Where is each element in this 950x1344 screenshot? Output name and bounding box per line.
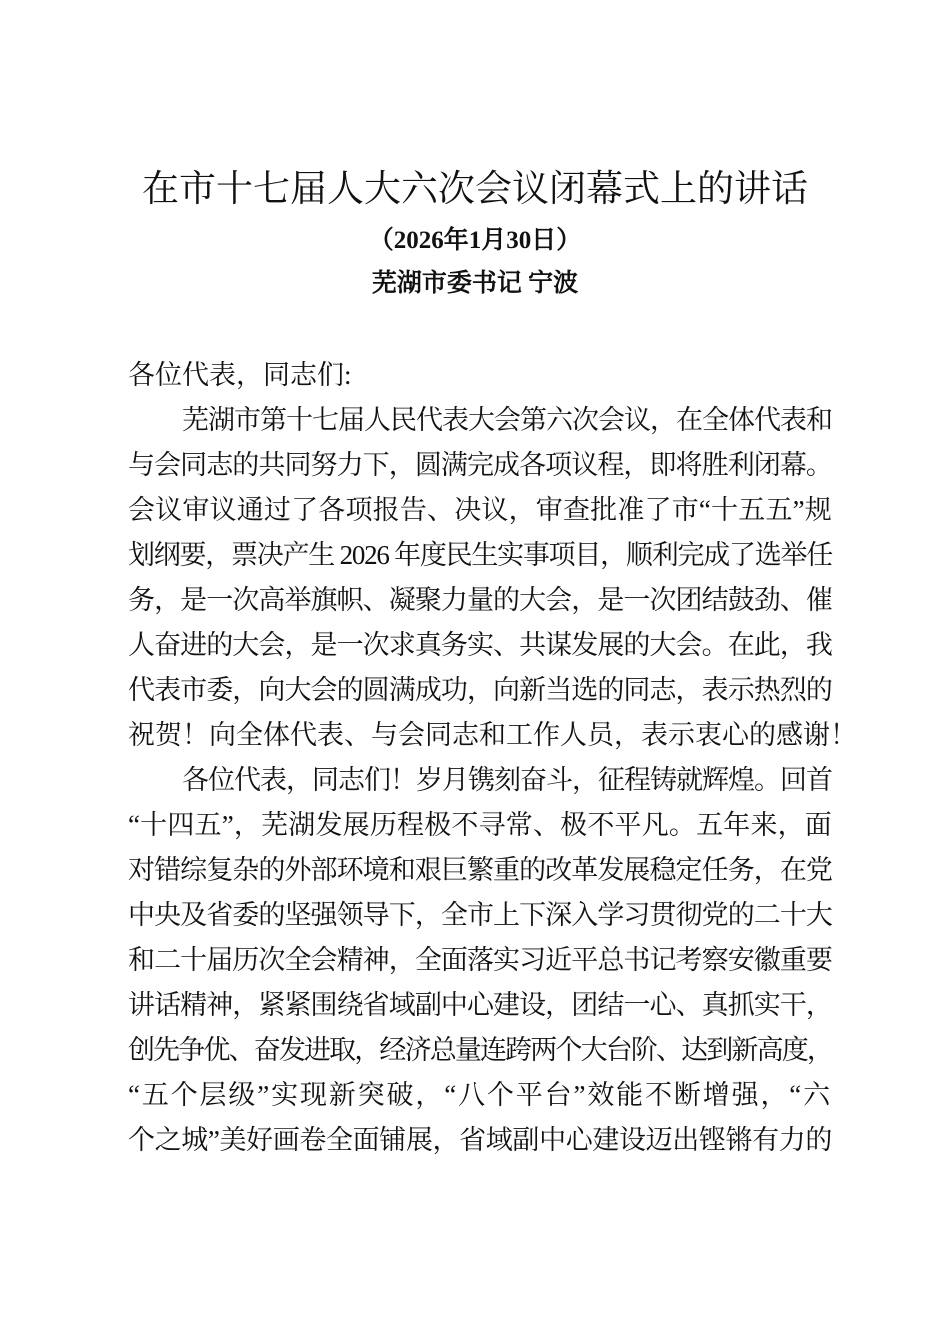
paragraph-line: 与会同志的共同努力下，圆满完成各项议程，即将胜利闭幕。 [128, 450, 832, 480]
paragraph-line: 祝贺！向全体代表、与会同志和工作人员，表示衷心的感谢！ [128, 720, 857, 750]
paragraph-line: 创先争优、奋发进取，经济总量连跨两个大台阶、达到新高度， [128, 1035, 832, 1065]
document-title: 在市十七届人大六次会议闭幕式上的讲话 [142, 169, 808, 210]
paragraph-line: 人奋进的大会，是一次求真务实、共谋发展的大会。在此，我 [128, 630, 832, 660]
paragraph-line: “五个层级”实现新突破，“八个平台”效能不断增强，“六 [128, 1080, 832, 1110]
paragraph-line: 芜湖市第十七届人民代表大会第六次会议，在全体代表和 [182, 405, 832, 435]
paragraph-line: 各位代表，同志们！岁月镌刻奋斗，征程铸就辉煌。回首 [182, 765, 832, 795]
paragraph-line: 对错综复杂的外部环境和艰巨繁重的改革发展稳定任务，在党 [128, 855, 832, 885]
paragraph-line: “十四五”，芜湖发展历程极不寻常、极不平凡。五年来，面 [128, 810, 832, 840]
speaker-byline: 芜湖市委书记 宁波 [371, 270, 579, 297]
paragraph-line: 会议审议通过了各项报告、决议，审查批准了市“十五五”规 [128, 495, 832, 525]
paragraph-line: 和二十届历次全会精神，全面落实习近平总书记考察安徽重要 [128, 945, 832, 975]
paragraph-line: 讲话精神，紧紧围绕省域副中心建设，团结一心、真抓实干， [128, 990, 832, 1020]
paragraph-line: 个之城”美好画卷全面铺展，省域副中心建设迈出铿锵有力的 [128, 1125, 832, 1155]
paragraph-line: 务，是一次高举旗帜、凝聚力量的大会，是一次团结鼓劲、催 [128, 585, 832, 615]
paragraph-line: 代表市委，向大会的圆满成功，向新当选的同志，表示热烈的 [128, 675, 832, 705]
salutation: 各位代表，同志们: [128, 360, 352, 390]
speech-date: （2026年1月30日） [368, 227, 582, 254]
body-text [0, 398, 950, 1163]
paragraph-line: 划纲要，票决产生 2026 年度民生实事项目，顺利完成了选举任 [128, 540, 832, 570]
paragraph-line: 中央及省委的坚强领导下，全市上下深入学习贯彻党的二十大 [128, 900, 832, 930]
